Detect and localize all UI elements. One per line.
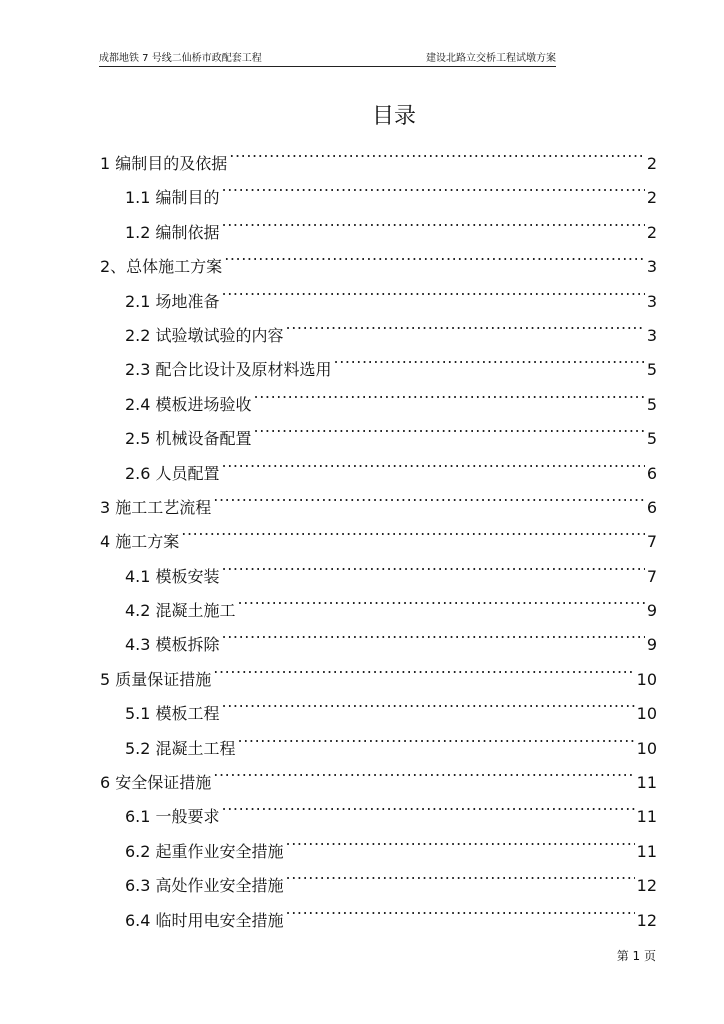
- toc-dot-leader: [254, 410, 645, 444]
- toc-entry[interactable]: [100, 135, 657, 173]
- toc-entry-page-number: 2: [646, 188, 657, 208]
- toc-dot-leader: [222, 548, 645, 582]
- toc-entry-label: 2.2 试验墩试验的内容: [125, 325, 284, 345]
- toc-entry-page-number: 3: [646, 325, 657, 345]
- toc-dot-leader: [238, 720, 635, 754]
- toc-entry-page-number: 3: [646, 291, 657, 311]
- header-document-name: 建设北路立交桥工程试墩方案: [426, 53, 556, 64]
- toc-entry-page-number: 2: [646, 154, 657, 173]
- toc-dot-leader: [222, 169, 645, 203]
- toc-entry-label: 5.2 混凝土工程: [125, 738, 236, 758]
- toc-dot-leader: [213, 651, 634, 685]
- toc-entry-label: 6.4 临时用电安全措施: [125, 910, 284, 930]
- toc-entry-label: 6.1 一般要求: [125, 807, 220, 827]
- toc-entry-label: 2.5 机械设备配置: [125, 429, 252, 449]
- toc-entry-page-number: 5: [646, 429, 657, 449]
- toc-entry-label: 2.4 模板进场验收: [125, 394, 252, 414]
- toc-entry-page-number: 9: [646, 635, 657, 655]
- toc-dot-leader: [286, 892, 635, 926]
- toc-entry-page-number: 11: [636, 841, 657, 861]
- toc-entry-label: 5.1 模板工程: [125, 704, 220, 724]
- toc-entry-label: 2.3 配合比设计及原材料选用: [125, 360, 332, 380]
- page-number: 第 1 页: [616, 949, 656, 963]
- toc-entry-label: 6.3 高处作业安全措施: [125, 876, 284, 896]
- toc-dot-leader: [213, 479, 645, 513]
- toc-dot-leader: [254, 376, 645, 410]
- toc-entry-label: 2.1 场地准备: [125, 291, 220, 311]
- page-header: [99, 51, 556, 67]
- toc-entry-page-number: 12: [636, 910, 657, 930]
- toc-dot-leader: [181, 513, 645, 547]
- toc-dot-leader: [213, 754, 634, 788]
- toc-entry-page-number: 9: [646, 601, 657, 621]
- toc-dot-leader: [238, 582, 645, 616]
- toc-dot-leader: [229, 135, 645, 169]
- toc-entry-label: 5 质量保证措施: [100, 669, 212, 689]
- toc-entry-label: 1 编制目的及依据: [100, 154, 228, 173]
- toc-dot-leader: [286, 823, 635, 857]
- toc-entry-page-number: 11: [636, 807, 657, 827]
- toc-entry-page-number: 3: [646, 257, 657, 277]
- toc-entry-page-number: 2: [646, 222, 657, 242]
- toc-title: 目录: [371, 104, 416, 129]
- toc-entry-label: 2.6 人员配置: [125, 463, 220, 483]
- toc-entry-page-number: 10: [636, 738, 657, 758]
- toc-dot-leader: [224, 238, 645, 272]
- toc-dot-leader: [334, 341, 645, 375]
- toc-dot-leader: [222, 273, 645, 307]
- toc-dot-leader: [222, 204, 645, 238]
- toc-entry-page-number: 10: [636, 669, 657, 689]
- toc-entry-label: 2、总体施工方案: [100, 257, 223, 277]
- toc-dot-leader: [222, 685, 635, 719]
- toc-entry-label: 4.3 模板拆除: [125, 635, 220, 655]
- toc-entry-label: 4 施工方案: [100, 532, 180, 552]
- toc-entry-label: 6.2 起重作业安全措施: [125, 841, 284, 861]
- toc-entry-page-number: 6: [646, 463, 657, 483]
- toc-entry-label: 3 施工工艺流程: [100, 497, 212, 517]
- toc-entry[interactable]: [100, 513, 657, 552]
- toc-entry-page-number: 5: [646, 360, 657, 380]
- toc-entry-label: 1.2 编制依据: [125, 222, 220, 242]
- toc-entry-label: 1.1 编制目的: [125, 188, 220, 208]
- toc-dot-leader: [222, 788, 635, 822]
- toc-entry-page-number: 11: [636, 773, 657, 793]
- toc-entry-page-number: 5: [646, 394, 657, 414]
- toc-entry-page-number: 7: [646, 566, 657, 586]
- header-project-name: 成都地铁 7 号线二仙桥市政配套工程: [99, 53, 262, 64]
- toc-entry-page-number: 7: [646, 532, 657, 552]
- toc-dot-leader: [286, 307, 645, 341]
- table-of-contents: [100, 135, 657, 930]
- toc-entry-page-number: 10: [636, 704, 657, 724]
- toc-dot-leader: [286, 857, 635, 891]
- toc-entry-label: 4.1 模板安装: [125, 566, 220, 586]
- toc-entry-label: 4.2 混凝土施工: [125, 601, 236, 621]
- toc-entry-page-number: 12: [636, 876, 657, 896]
- toc-dot-leader: [222, 445, 645, 479]
- toc-dot-leader: [222, 616, 645, 650]
- toc-entry-page-number: 6: [646, 497, 657, 517]
- toc-entry[interactable]: [100, 548, 657, 586]
- toc-entry-label: 6 安全保证措施: [100, 773, 212, 793]
